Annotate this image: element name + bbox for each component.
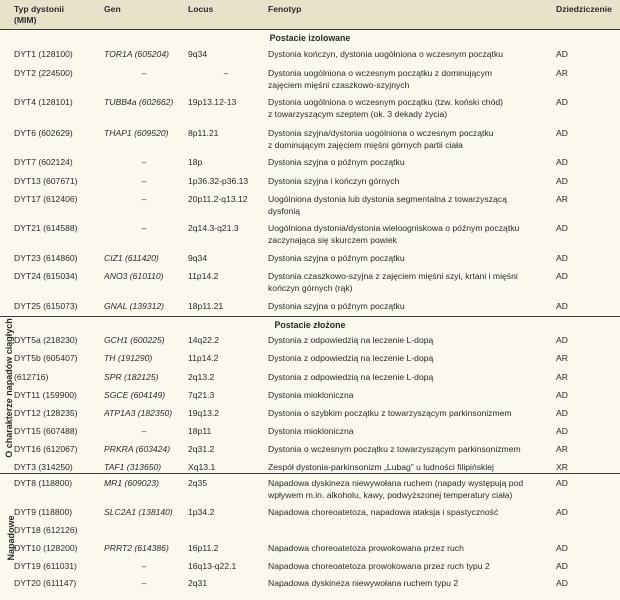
fenotyp-line: kończyn górnych (rąk) (268, 283, 353, 293)
section-divider (0, 473, 620, 474)
cell-gen: – (141, 194, 147, 204)
cell-dziedziczenie: AR (556, 68, 568, 78)
cell-typ: DYT18 (612126) (14, 525, 78, 535)
cell-locus: – (223, 68, 229, 78)
cell-locus: Xq13.1 (188, 462, 216, 472)
cell-typ: DYT15 (607488) (14, 426, 78, 436)
cell-locus: 2q31 (188, 578, 208, 588)
section-title-isolated: Postacie izolowane (269, 33, 351, 43)
cell-locus: 2q31.2 (188, 444, 215, 454)
fenotyp-line: Dystonia o wczesnym początku z towarzyszącym parkinsonizmem (268, 444, 521, 454)
cell-gen: ATP1A3 (182350) (104, 408, 173, 418)
cell-dziedziczenie: XR (556, 462, 568, 472)
fenotyp-line: Dystonia miokloniczna (268, 390, 354, 400)
cell-dziedziczenie: AD (556, 49, 568, 59)
fenotyp-line: Dystonia szyjna o późnym początku (268, 301, 405, 311)
fenotyp-line: Uogólniona dystonia lub dystonia segmentalna z towarzyszącą (268, 194, 507, 204)
fenotyp-line: z towarzyszącym szeptem (ok. 3 dekady życia) (268, 109, 448, 119)
cell-typ: DYT12 (128235) (14, 408, 78, 418)
cell-dziedziczenie: AR (556, 372, 568, 382)
cell-fenotyp (268, 352, 433, 364)
cell-typ: DYT11 (159900) (14, 390, 77, 400)
cell-locus: 19q13.2 (188, 408, 220, 418)
cell-locus: 1p36.32-p36.13 (188, 176, 249, 186)
cell-locus: 14q22.2 (188, 335, 220, 345)
fenotyp-line: Dystonia uogólniona o wczesnym początku (tzw. koński chód) (268, 97, 504, 107)
cell-fenotyp (268, 222, 519, 246)
cell-locus: 16q13-q22.1 (188, 561, 237, 571)
fenotyp-line: Dystonia kończyn, dystonia uogólniona o wczesnym początku (268, 49, 504, 59)
cell-locus: 16p11.2 (188, 543, 219, 553)
cell-typ: DYT16 (612067) (14, 444, 78, 454)
cell-locus: 18p11 (188, 426, 212, 436)
cell-dziedziczenie: AD (556, 271, 568, 281)
cell-gen: TOR1A (605204) (104, 49, 169, 59)
cell-gen: GCH1 (600225) (104, 335, 165, 345)
cell-locus: 8p11.21 (188, 128, 219, 138)
fenotyp-line: Dystonia o szybkim początku z towarzyszącym parkinsonizmem (268, 408, 512, 418)
fenotyp-line: Dystonia z odpowiedzią na leczenie L-dopą (268, 353, 434, 363)
cell-typ: DYT9 (118800) (14, 507, 73, 517)
cell-gen: SPR (182125) (104, 372, 159, 382)
fenotyp-line: Napadowa choreoatetoza prowokowana przez ruch (268, 543, 464, 553)
cell-typ: DYT10 (128200) (14, 543, 78, 553)
cell-typ: DYT19 (611031) (14, 561, 77, 571)
cell-gen: TUBB4a (602662) (104, 97, 174, 107)
cell-gen: TAF1 (313650) (104, 462, 162, 472)
cell-fenotyp (268, 270, 518, 294)
cell-locus: 2q13.2 (188, 372, 215, 382)
side-label-paroxysmal: Napadowe (6, 515, 16, 561)
fenotyp-line: Zespół dystonia-parkinsonizm „Lubag” u ludności filipińskiej (268, 462, 494, 472)
cell-fenotyp (268, 407, 512, 419)
cell-locus: 1p34.2 (188, 507, 215, 517)
cell-typ: DYT3 (314250) (14, 462, 73, 472)
cell-fenotyp (268, 577, 458, 589)
fenotyp-line: Dystonia szyjna o późnym początku (268, 157, 405, 167)
cell-fenotyp (268, 542, 464, 554)
cell-fenotyp (268, 48, 503, 60)
cell-fenotyp (268, 560, 490, 572)
cell-fenotyp (268, 96, 503, 120)
fenotyp-line: Napadowa dyskineza niewywołana ruchem typu 2 (268, 578, 459, 588)
cell-typ: DYT4 (128101) (14, 97, 73, 107)
side-label-continuous: O charakterze napadów ciągłych (4, 318, 14, 458)
cell-fenotyp (268, 443, 521, 455)
cell-gen: THAP1 (609520) (104, 128, 169, 138)
cell-gen: PRRT2 (614386) (104, 543, 169, 553)
fenotyp-line: Uogólniona dystonia/dystonia wieloogniskowa o późnym początku (268, 223, 520, 233)
cell-dziedziczenie: AR (556, 353, 568, 363)
fenotyp-line: Dystonia szyjna i kończyn górnych (268, 176, 400, 186)
cell-typ: DYT5b (605407) (14, 353, 78, 363)
cell-fenotyp (268, 175, 399, 187)
cell-dziedziczenie: AD (556, 128, 568, 138)
cell-gen: – (141, 157, 147, 167)
cell-dziedziczenie: AD (556, 543, 568, 553)
cell-gen: PRKRA (603424) (104, 444, 171, 454)
cell-typ: DYT17 (612406) (14, 194, 78, 204)
cell-locus: 11p14.2 (188, 271, 219, 281)
cell-dziedziczenie: AD (556, 390, 568, 400)
cell-fenotyp (268, 425, 354, 437)
cell-gen: – (141, 176, 147, 186)
cell-dziedziczenie: AD (556, 426, 568, 436)
cell-dziedziczenie: AD (556, 97, 568, 107)
cell-gen: SLC2A1 (138140) (104, 507, 173, 517)
fenotyp-line: wpływem m.in. alkoholu, kawy, podwyższonej temperatury ciała) (268, 490, 513, 500)
cell-locus: 19p13.12-13 (188, 97, 237, 107)
cell-fenotyp (268, 477, 523, 501)
cell-dziedziczenie: AD (556, 223, 568, 233)
header-typ: Typ dystonii (MIM) (14, 4, 64, 25)
cell-typ: DYT21 (614588) (14, 223, 78, 233)
section-title-complex: Postacie złożone (274, 320, 346, 330)
header-fenotyp: Fenotyp (268, 4, 302, 14)
fenotyp-line: Dystonia uogólniona o wczesnym początku z dominującym (268, 68, 493, 78)
cell-typ: (612716) (14, 372, 49, 382)
cell-dziedziczenie: AD (556, 157, 568, 167)
cell-locus: 9q34 (188, 253, 208, 263)
cell-dziedziczenie: AR (556, 444, 568, 454)
fenotyp-line: z dominującym zajęciem mięśni górnych partii ciała (268, 140, 463, 150)
fenotyp-line: Napadowa dyskineza niewywołana ruchem (napady występują pod (268, 478, 524, 488)
header-dziedziczenie: Dziedziczenie (556, 4, 612, 14)
cell-fenotyp (268, 67, 492, 91)
cell-gen: – (141, 561, 147, 571)
cell-dziedziczenie: AD (556, 253, 568, 263)
cell-fenotyp (268, 156, 405, 168)
cell-gen: – (141, 426, 147, 436)
fenotyp-line: Napadowa choreoatetoza, napadowa ataksja i spastyczność (268, 507, 499, 517)
cell-typ: DYT2 (224500) (14, 68, 73, 78)
cell-dziedziczenie: AD (556, 507, 568, 517)
cell-typ: DYT23 (614860) (14, 253, 78, 263)
fenotyp-line: dysfonią (268, 206, 301, 216)
fenotyp-line: Dystonia miokloniczna (268, 426, 354, 436)
cell-typ: DYT13 (607671) (14, 176, 78, 186)
cell-fenotyp (268, 300, 405, 312)
cell-fenotyp (268, 506, 498, 518)
cell-fenotyp (268, 127, 493, 151)
fenotyp-line: Dystonia czaszkowo-szyjna z zajęciem mięśni szyi, krtani i mięśni (268, 271, 518, 281)
cell-fenotyp (268, 193, 507, 217)
cell-locus: 2q14.3-q21.3 (188, 223, 239, 233)
fenotyp-line: Dystonia szyjna/dystonia uogólniona o wczesnym początku (268, 128, 494, 138)
cell-typ: DYT7 (602124) (14, 157, 73, 167)
cell-typ: DYT20 (611147) (14, 578, 77, 588)
cell-gen: – (141, 578, 147, 588)
cell-gen: GNAL (139312) (104, 301, 165, 311)
cell-dziedziczenie: AD (556, 478, 568, 488)
cell-fenotyp (268, 461, 494, 473)
cell-fenotyp (268, 252, 405, 264)
cell-typ: DYT6 (602629) (14, 128, 73, 138)
cell-dziedziczenie: AD (556, 301, 568, 311)
cell-dziedziczenie: AD (556, 578, 568, 588)
cell-gen: – (141, 68, 147, 78)
cell-dziedziczenie: AD (556, 176, 568, 186)
cell-dziedziczenie: AR (556, 194, 568, 204)
cell-gen: MR1 (609023) (104, 478, 159, 488)
header-locus: Locus (188, 4, 214, 14)
cell-typ: DYT1 (128100) (14, 49, 73, 59)
cell-typ: DYT8 (118800) (14, 478, 73, 488)
cell-locus: 11p14.2 (188, 353, 219, 363)
table-header (0, 0, 620, 30)
cell-dziedziczenie: AD (556, 408, 568, 418)
fenotyp-line: zajęciem mięśni czaszkowo-szyjnych (268, 80, 410, 90)
cell-locus: 18p (188, 157, 203, 167)
cell-gen: CIZ1 (611420) (104, 253, 159, 263)
cell-locus: 7q21.3 (188, 390, 215, 400)
cell-dziedziczenie: AD (556, 561, 568, 571)
fenotyp-line: Dystonia z odpowiedzią na leczenie L-dopą (268, 335, 434, 345)
cell-gen: ANO3 (610110) (104, 271, 164, 281)
fenotyp-line: Dystonia szyjna o późnym początku (268, 253, 405, 263)
cell-fenotyp (268, 334, 433, 346)
section-divider (0, 316, 620, 317)
cell-locus: 2q35 (188, 478, 208, 488)
fenotyp-line: Napadowa choreoatetoza prowokowana przez ruch typu 2 (268, 561, 490, 571)
cell-typ: DYT5a (218230) (14, 335, 78, 345)
fenotyp-line: Dystonia z odpowiedzią na leczenie L-dopą (268, 372, 434, 382)
cell-fenotyp (268, 371, 433, 383)
cell-typ: DYT25 (615073) (14, 301, 78, 311)
header-gen: Gen (104, 4, 121, 14)
cell-typ: DYT24 (615034) (14, 271, 78, 281)
cell-gen: SGCE (604149) (104, 390, 166, 400)
fenotyp-line: zaczynająca się skurczem powiek (268, 235, 397, 245)
cell-dziedziczenie: AD (556, 335, 568, 345)
cell-locus: 18p11.21 (188, 301, 224, 311)
cell-gen: – (141, 223, 147, 233)
cell-gen: TH (191290) (104, 353, 153, 363)
cell-locus: 9q34 (188, 49, 208, 59)
cell-locus: 20p11.2-q13.12 (188, 194, 248, 204)
cell-fenotyp (268, 389, 354, 401)
